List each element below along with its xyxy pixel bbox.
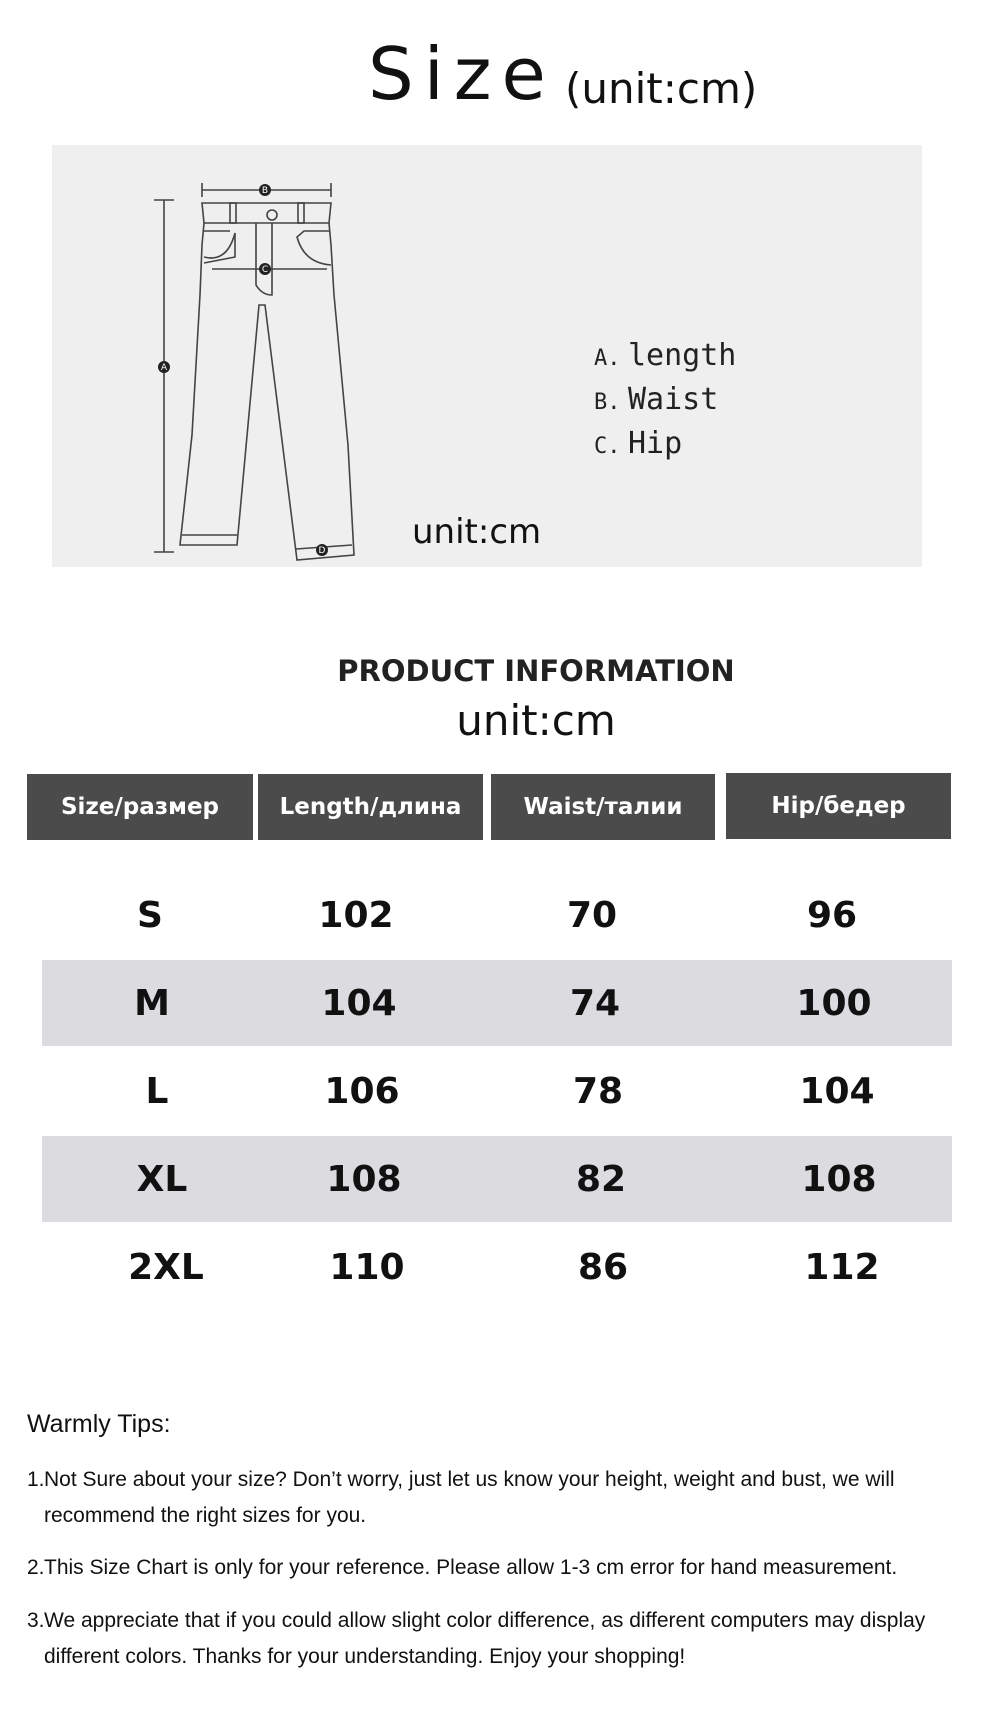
pants-diagram bbox=[52, 145, 922, 567]
marker-d: D bbox=[318, 546, 326, 556]
product-info-heading: PRODUCT INFORMATION bbox=[337, 654, 735, 688]
header-hip: Hip/бедер bbox=[726, 773, 951, 839]
tips-title: Warmly Tips: bbox=[27, 1410, 171, 1438]
table-row: 2XL 110 86 112 bbox=[128, 1246, 880, 1288]
legend-item-hip: C. Hip bbox=[594, 426, 683, 461]
product-unit-label: unit:cm bbox=[456, 696, 616, 745]
tip-item: 3. We appreciate that if you could allow slight color difference, as different computers may display different colors. Thanks for your understanding. Enjoy your shopping! bbox=[27, 1609, 926, 1668]
legend-item-length: A. length bbox=[594, 338, 737, 373]
tip-item: 1. Not Sure about your size? Don’t worry, just let us know your height, weight and bust, we will recommend the right sizes for you. bbox=[27, 1468, 895, 1527]
tip-item: 2. This Size Chart is only for your reference. Please allow 1-3 cm error for hand measurement. bbox=[27, 1556, 898, 1579]
table-row: L 106 78 104 bbox=[145, 1070, 875, 1112]
header-size: Size/размер bbox=[27, 774, 253, 840]
size-title: Size bbox=[368, 32, 556, 116]
header-waist: Waist/талии bbox=[491, 774, 715, 840]
marker-b: B bbox=[261, 186, 269, 196]
diagram-unit-label: unit:cm bbox=[412, 512, 542, 552]
header-length: Length/длина bbox=[258, 774, 483, 840]
table-row: M 104 74 100 bbox=[42, 960, 952, 1046]
table-row: S 102 70 96 bbox=[137, 894, 858, 936]
table-row: XL 108 82 108 bbox=[42, 1136, 952, 1222]
legend-item-waist: B. Waist bbox=[594, 382, 719, 417]
pants-diagram-panel bbox=[52, 145, 922, 567]
marker-c: C bbox=[261, 265, 269, 275]
marker-a: A bbox=[160, 363, 168, 373]
size-unit-label: (unit:cm) bbox=[565, 64, 758, 113]
diagram-legend bbox=[594, 338, 736, 470]
